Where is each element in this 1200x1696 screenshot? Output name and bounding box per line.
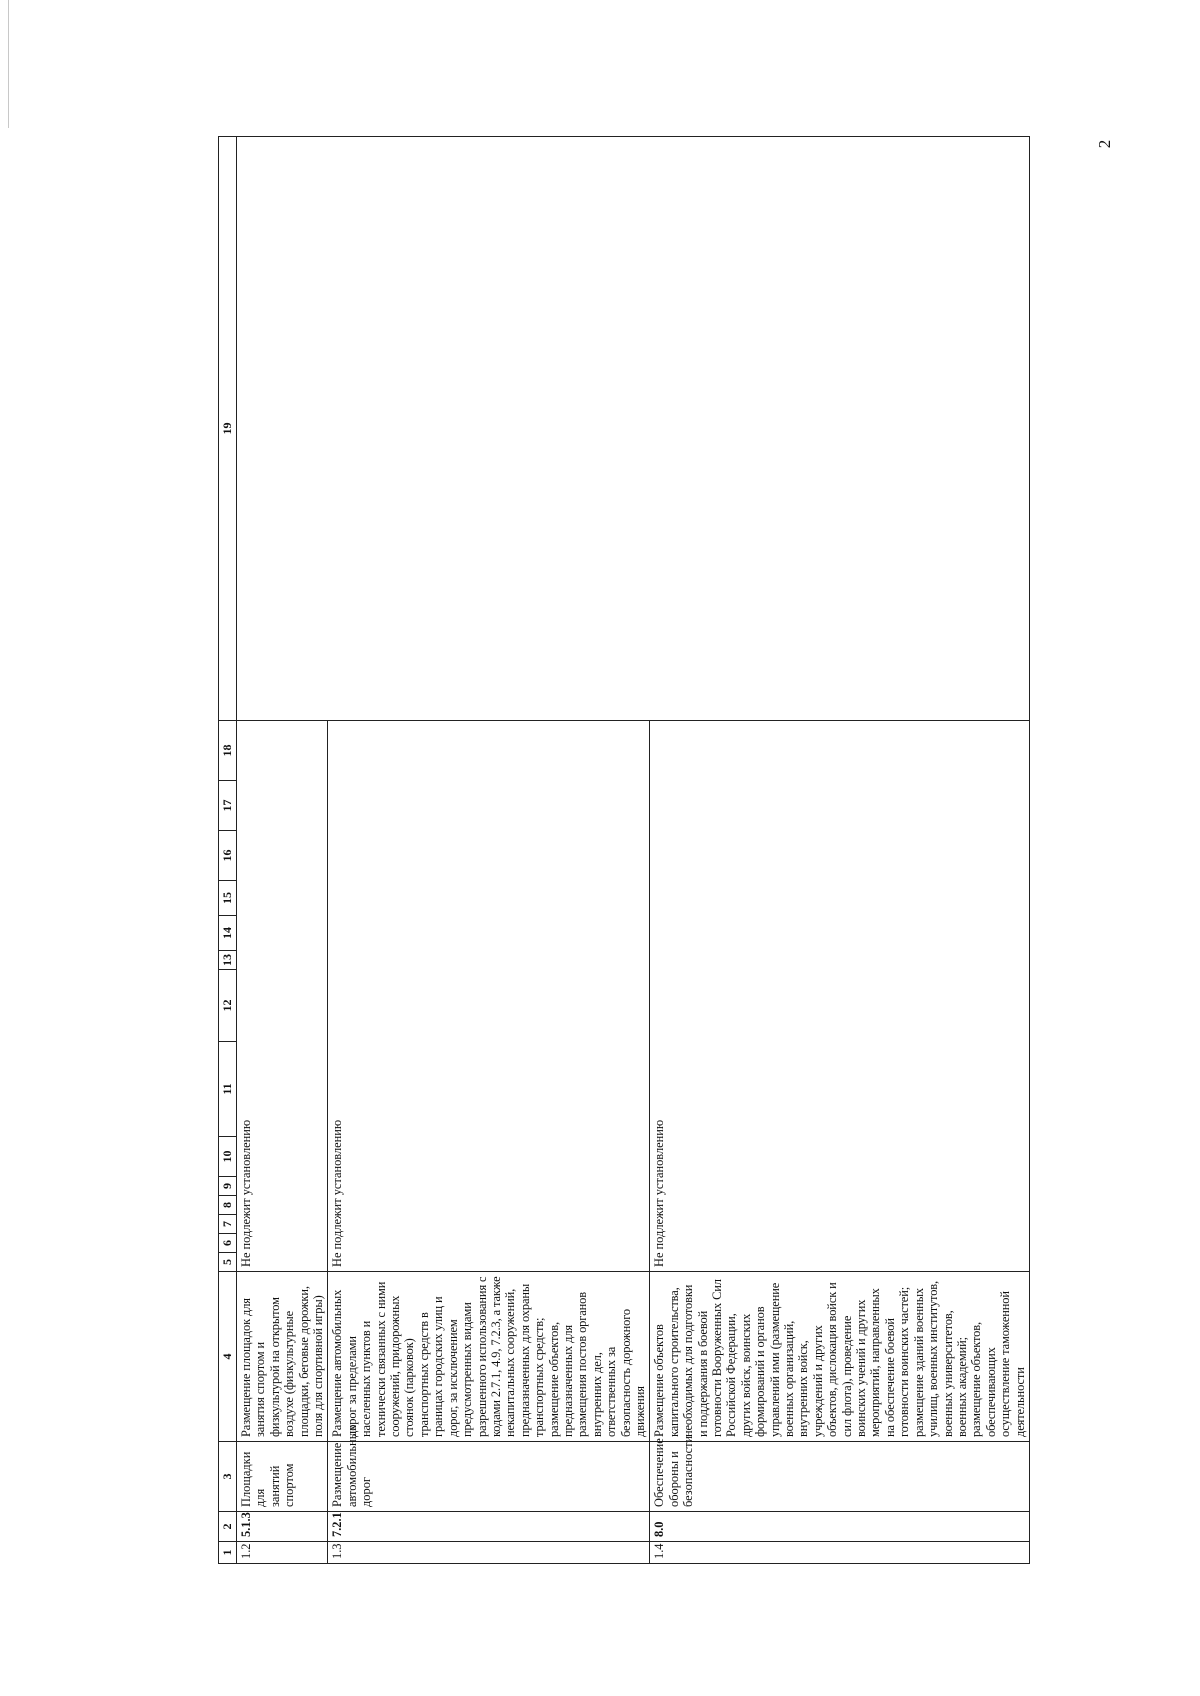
use-description: Размещение площадок для занятия спортом и физкультурой на открытом воздухе (физкультурные площадки, беговые дорожки, поля для спортивной игры): [237, 1272, 328, 1442]
parameters-note: Не подлежит установлению: [330, 1119, 345, 1267]
row-number: 1.4: [650, 1542, 1030, 1564]
use-code: 7.2.1: [328, 1512, 650, 1542]
scan-edge-mark: [8, 0, 9, 128]
use-code: 5.1.3: [237, 1512, 328, 1542]
col-header: 12: [219, 970, 237, 1042]
row-number: 1.3: [328, 1542, 650, 1564]
col-header: 3: [219, 1442, 237, 1512]
rotated-table-container: [218, 137, 1027, 1564]
col-header: 17: [219, 781, 237, 831]
land-use-regulations-table: [218, 136, 1030, 1564]
parameters-cell: [650, 721, 1030, 1272]
col-header: 18: [219, 721, 237, 781]
col-header: 19: [219, 137, 237, 721]
col-header: 6: [219, 1234, 237, 1253]
col-header: 7: [219, 1215, 237, 1234]
row-number: 1.2: [237, 1542, 328, 1564]
col-header: 10: [219, 1137, 237, 1177]
col-header: 15: [219, 881, 237, 916]
use-code: 8.0: [650, 1512, 1030, 1542]
col-header: 13: [219, 951, 237, 970]
use-name: Площадки для занятий спортом: [237, 1442, 328, 1512]
col-header: 14: [219, 916, 237, 951]
page-number: 2: [1095, 139, 1114, 149]
col-header: 8: [219, 1196, 237, 1215]
regulations-table-frame: [218, 137, 1027, 1564]
column-19-cell: [237, 137, 1030, 721]
use-description: Размещение объектов капитального строительства, необходимых для подготовки и поддержания в боевой готовности Вооруженных Сил Российской Федерации, других войск, воинских формирований и органов управлений ими (размещение военных организаций, внутренних войск, учреждений и других объектов, дислокация войск и сил флота), проведение воинских учений и других мероприятий, направленных на обеспечение боевой готовности воинских частей; размещение зданий военных училищ, военных институтов, военных университетов, военных академий; размещение объектов, обеспечивающих осуществление таможенной деятельности: [650, 1272, 1030, 1442]
use-description: Размещение автомобильных дорог за пределами населенных пунктов и технически связанных с ними сооружений, придорожных стоянок (парковок) транспортных средств в границах городских улиц и дорог, за исключением предусмотренных видами разрешенного использования с кодами 2.7.1, 4.9, 7.2.3, а также некапитальных сооружений, предназначенных для охраны транспортных средств; размещение объектов, предназначенных для размещения постов органов внутренних дел, ответственных за безопасность дорожного движения: [328, 1272, 650, 1442]
parameters-cell: [237, 721, 328, 1272]
parameters-note: Не подлежит установлению: [652, 1119, 667, 1267]
parameters-cell: [328, 721, 650, 1272]
header-row: [219, 137, 237, 1564]
use-name: Размещение автомобильных дорог: [328, 1442, 650, 1512]
use-name: Обеспечение обороны и безопасности: [650, 1442, 1030, 1512]
col-header: 11: [219, 1042, 237, 1137]
parameters-note: Не подлежит установлению: [239, 1119, 253, 1267]
table-row: [237, 137, 328, 1564]
col-header: 1: [219, 1542, 237, 1564]
col-header: 5: [219, 1253, 237, 1272]
col-header: 4: [219, 1272, 237, 1442]
col-header: 16: [219, 831, 237, 881]
col-header: 2: [219, 1512, 237, 1542]
col-header: 9: [219, 1177, 237, 1196]
